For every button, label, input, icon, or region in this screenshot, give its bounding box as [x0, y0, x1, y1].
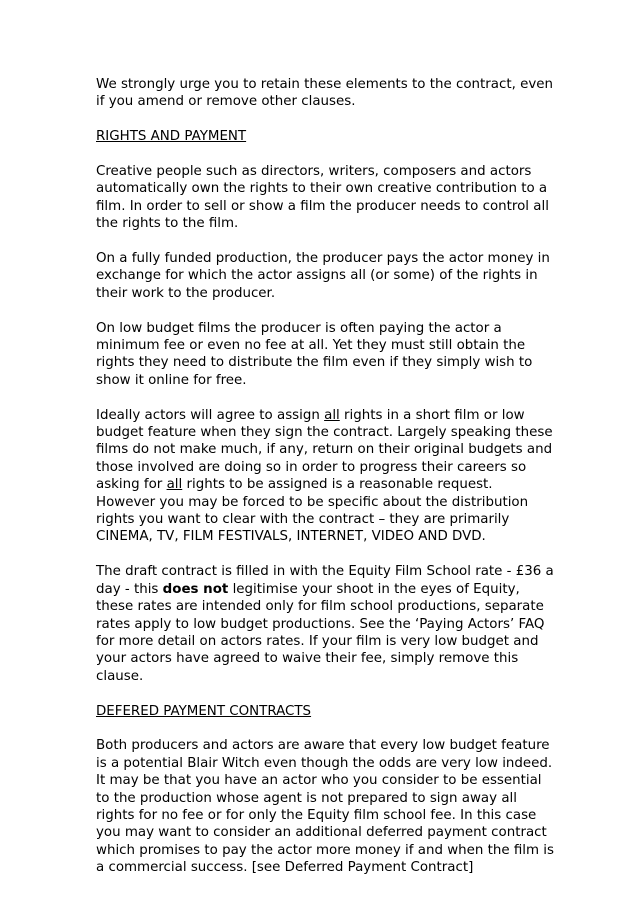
rights-paragraph-3 — [96, 320, 556, 390]
text-line: those involved are doing so in order to progress their careers so — [96, 459, 527, 475]
text-line — [96, 581, 556, 598]
text-line — [96, 407, 556, 424]
text-line: On low budget films the producer is often paying the actor a — [96, 320, 502, 336]
text-span: day - this — [96, 581, 163, 597]
text-line: budget feature when they sign the contract. Largely speaking these — [96, 425, 553, 441]
text-line: rights for no fee or for only the Equity film school fee. In this case — [96, 807, 537, 823]
text-span: Ideally actors will agree to assign — [96, 407, 325, 423]
text-line: Both producers and actors are aware that every low budget feature — [96, 738, 550, 754]
emphasis-underline: all — [324, 407, 340, 423]
deferred-paragraph-1 — [96, 737, 556, 876]
text-line: rights you want to clear with the contract – they are primarily — [96, 512, 510, 528]
rights-paragraph-5 — [96, 563, 556, 685]
intro-paragraph — [96, 76, 556, 111]
text-span: rights to be assigned is a reasonable request. — [182, 477, 493, 493]
text-line: clause. — [96, 668, 144, 684]
text-line: Creative people such as directors, writers, composers and actors — [96, 164, 532, 179]
text-line: On a fully funded production, the producer pays the actor money in — [96, 251, 550, 267]
text-line: film. In order to sell or show a film the producer needs to control all — [96, 198, 549, 214]
rights-paragraph-1 — [96, 163, 556, 233]
rights-paragraph-4 — [96, 407, 556, 546]
text-line: films do not make much, if any, return on their original budgets and — [96, 442, 553, 458]
document-page — [96, 76, 556, 894]
text-line: The draft contract is filled in with the Equity Film School rate - £36 a — [96, 564, 554, 580]
text-span: legitimise your shoot in the eyes of Equity, — [228, 581, 520, 597]
text-line: is a potential Blair Witch even though the odds are very low indeed. — [96, 755, 553, 771]
text-line: you may want to consider an additional deferred payment contract — [96, 825, 547, 841]
deferred-heading: DEFERED PAYMENT CONTRACTS — [96, 703, 312, 719]
text-line: to the production whose agent is not prepared to sign away all — [96, 790, 517, 806]
text-line: We strongly urge you to retain these elements to the contract, even — [96, 77, 553, 92]
text-line: for more detail on actors rates. If your film is very low budget and — [96, 633, 539, 649]
text-line: these rates are intended only for film school productions, separate — [96, 599, 544, 615]
text-line: minimum fee or even no fee at all. Yet they must still obtain the — [96, 338, 526, 354]
text-line: if you amend or remove other clauses. — [96, 94, 356, 110]
text-line: However you may be forced to be specific about the distribution — [96, 494, 529, 510]
text-line: exchange for which the actor assigns all (or some) of the rights in — [96, 268, 538, 284]
rights-heading: RIGHTS AND PAYMENT — [96, 129, 247, 145]
text-span: rights in a short film or low — [339, 407, 525, 423]
text-line: CINEMA, TV, FILM FESTIVALS, INTERNET, VIDEO AND DVD. — [96, 529, 486, 545]
emphasis-underline: all — [166, 477, 183, 493]
text-line: rights they need to distribute the film even if they simply wish to — [96, 355, 533, 371]
text-line: It may be that you have an actor who you consider to be essential — [96, 773, 542, 789]
text-line: which promises to pay the actor more money if and when the film is — [96, 842, 555, 858]
text-line — [96, 476, 556, 493]
text-line: your actors have agreed to waive their fee, simply remove this — [96, 651, 519, 667]
text-line: rates apply to low budget productions. See the ‘Paying Actors’ FAQ — [96, 616, 545, 632]
text-line: show it online for free. — [96, 372, 247, 388]
text-line: the rights to the film. — [96, 216, 239, 232]
text-span: asking for — [96, 477, 167, 493]
emphasis-bold: does not — [162, 581, 229, 597]
text-line: automatically own the rights to their own creative contribution to a — [96, 181, 548, 197]
rights-paragraph-2 — [96, 250, 556, 302]
text-line: their work to the producer. — [96, 285, 276, 301]
text-line: a commercial success. [see Deferred Payment Contract] — [96, 860, 474, 876]
